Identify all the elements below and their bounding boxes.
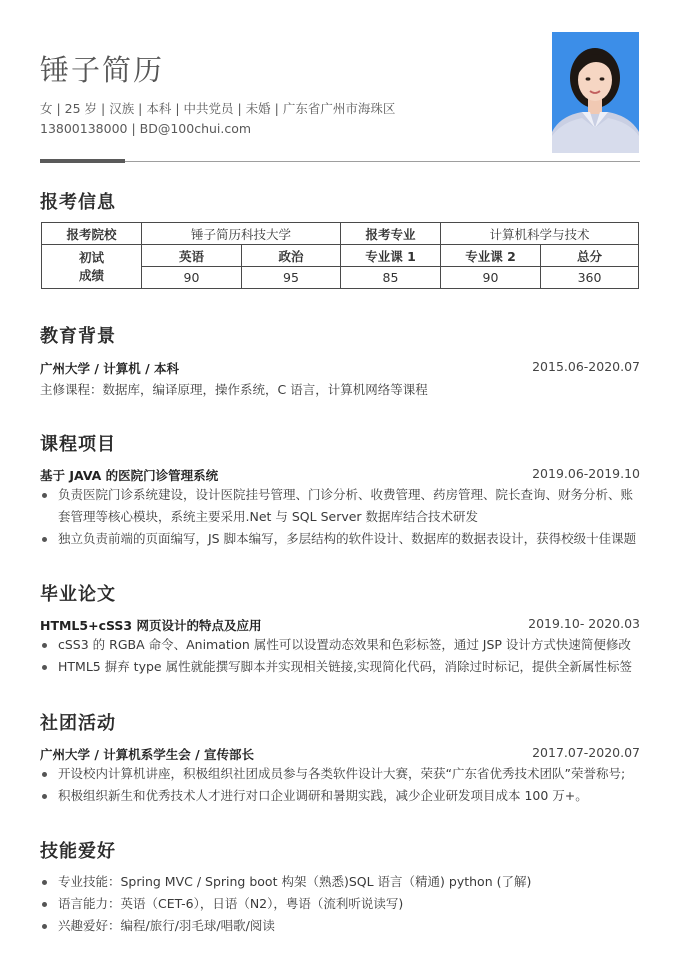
school-value: 锤子简历科技大学 (142, 223, 341, 245)
header-divider (40, 161, 640, 162)
list-item (40, 893, 640, 915)
thesis-bullet-list (40, 634, 640, 678)
subject-header: 总分 (541, 245, 639, 267)
bullet-dot-icon (42, 643, 47, 648)
subject-header: 专业课 1 (341, 245, 441, 267)
list-item-text: 专业技能：Spring MVC / Spring boot 构架（熟悉)SQL 语言（精通) python (了解) (58, 874, 532, 889)
bullet-dot-icon (42, 537, 47, 542)
list-item-text: 兴趣爱好：编程/旅行/羽毛球/唱歌/阅读 (58, 918, 275, 933)
list-item-text: 积极组织新生和优秀技术人才进行对口企业调研和暑期实践，减少企业研发项目成本 100 万+。 (58, 788, 588, 803)
score-value: 95 (242, 267, 341, 289)
club-date: 2017.07-2020.07 (532, 745, 640, 760)
list-item (40, 528, 640, 550)
list-item-text: cSS3 的 RGBA 命令、Animation 属性可以设置动态效果和色彩标签，通过 JSP 设计方式快速简便修改 (58, 637, 631, 652)
score-value: 90 (142, 267, 242, 289)
club-bullet-list (40, 763, 640, 807)
profile-photo (552, 32, 639, 153)
score-value: 90 (441, 267, 541, 289)
project-name: 基于 JAVA 的医院门诊管理系统 (40, 468, 219, 483)
education-date: 2015.06-2020.07 (532, 359, 640, 374)
score-label (42, 245, 142, 289)
resume-name: 锤子简历 (40, 53, 165, 87)
thesis-entry (40, 616, 640, 634)
list-item (40, 871, 640, 893)
major-label: 报考专业 (341, 223, 441, 245)
bullet-dot-icon (42, 493, 47, 498)
club-name: 广州大学 / 计算机系学生会 / 宣传部长 (40, 747, 255, 762)
section-title-skills: 技能爱好 (40, 841, 116, 862)
school-label: 报考院校 (42, 223, 142, 245)
club-entry (40, 745, 640, 763)
score-value: 85 (341, 267, 441, 289)
subject-header: 专业课 2 (441, 245, 541, 267)
contact-info: 13800138000 | BD@100chui.com (40, 121, 252, 136)
score-label-line2: 成绩 (78, 267, 104, 283)
score-value: 360 (541, 267, 639, 289)
list-item-text: 负责医院门诊系统建设，设计医院挂号管理、门诊分析、收费管理、药房管理、院长查询、财务分析、账套管理等核心模块，系统主要采用.Net 与 SQL Server 数据库结合技术研发 (58, 487, 634, 524)
list-item-text: 语言能力：英语（CET-6），日语（N2），粤语（流利听说读写) (58, 896, 404, 911)
list-item-text: 开设校内计算机讲座，积极组织社团成员参与各类软件设计大赛，荣获“广东省优秀技术团队”荣誉称号; (58, 766, 626, 781)
bullet-dot-icon (42, 665, 47, 670)
project-bullet-list (40, 484, 640, 550)
section-title-thesis: 毕业论文 (40, 584, 116, 605)
exam-score-table (41, 222, 639, 289)
section-title-exam: 报考信息 (40, 192, 116, 213)
subject-header: 政治 (242, 245, 341, 267)
project-entry (40, 466, 640, 484)
education-school-line: 广州大学 / 计算机 / 本科 (40, 361, 180, 376)
bullet-dot-icon (42, 880, 47, 885)
major-value: 计算机科学与技术 (441, 223, 639, 245)
education-entry (40, 359, 640, 377)
list-item-text: HTML5 摒弃 type 属性就能撰写脚本并实现相关链接,实现简化代码，消除过时标记，提供全新属性标签 (58, 659, 633, 674)
education-courses: 主修课程：数据库，编译原理，操作系统，C 语言，计算机网络等课程 (40, 382, 428, 397)
portrait-image (552, 32, 639, 153)
table-row (42, 223, 639, 245)
list-item (40, 763, 640, 785)
section-title-project: 课程项目 (40, 434, 116, 455)
list-item (40, 484, 640, 528)
list-item (40, 656, 640, 678)
section-title-education: 教育背景 (40, 326, 116, 347)
list-item (40, 915, 640, 937)
skills-bullet-list (40, 871, 640, 937)
project-date: 2019.06-2019.10 (532, 466, 640, 481)
thesis-date: 2019.10- 2020.03 (528, 616, 640, 631)
personal-info: 女 | 25 岁 | 汉族 | 本科 | 中共党员 | 未婚 | 广东省广州市海珠区 (40, 101, 396, 116)
thesis-name: HTML5+cSS3 网页设计的特点及应用 (40, 618, 262, 633)
score-label-line1: 初试 (78, 249, 104, 265)
bullet-dot-icon (42, 902, 47, 907)
subject-header: 英语 (142, 245, 242, 267)
list-item (40, 634, 640, 656)
list-item (40, 785, 640, 807)
bullet-dot-icon (42, 924, 47, 929)
section-title-club: 社团活动 (40, 713, 116, 734)
bullet-dot-icon (42, 794, 47, 799)
table-row (42, 245, 639, 267)
header-accent-bar (40, 159, 125, 163)
bullet-dot-icon (42, 772, 47, 777)
list-item-text: 独立负责前端的页面编写，JS 脚本编写，多层结构的软件设计、数据库的数据表设计，获得校级十佳课题 (58, 531, 637, 546)
